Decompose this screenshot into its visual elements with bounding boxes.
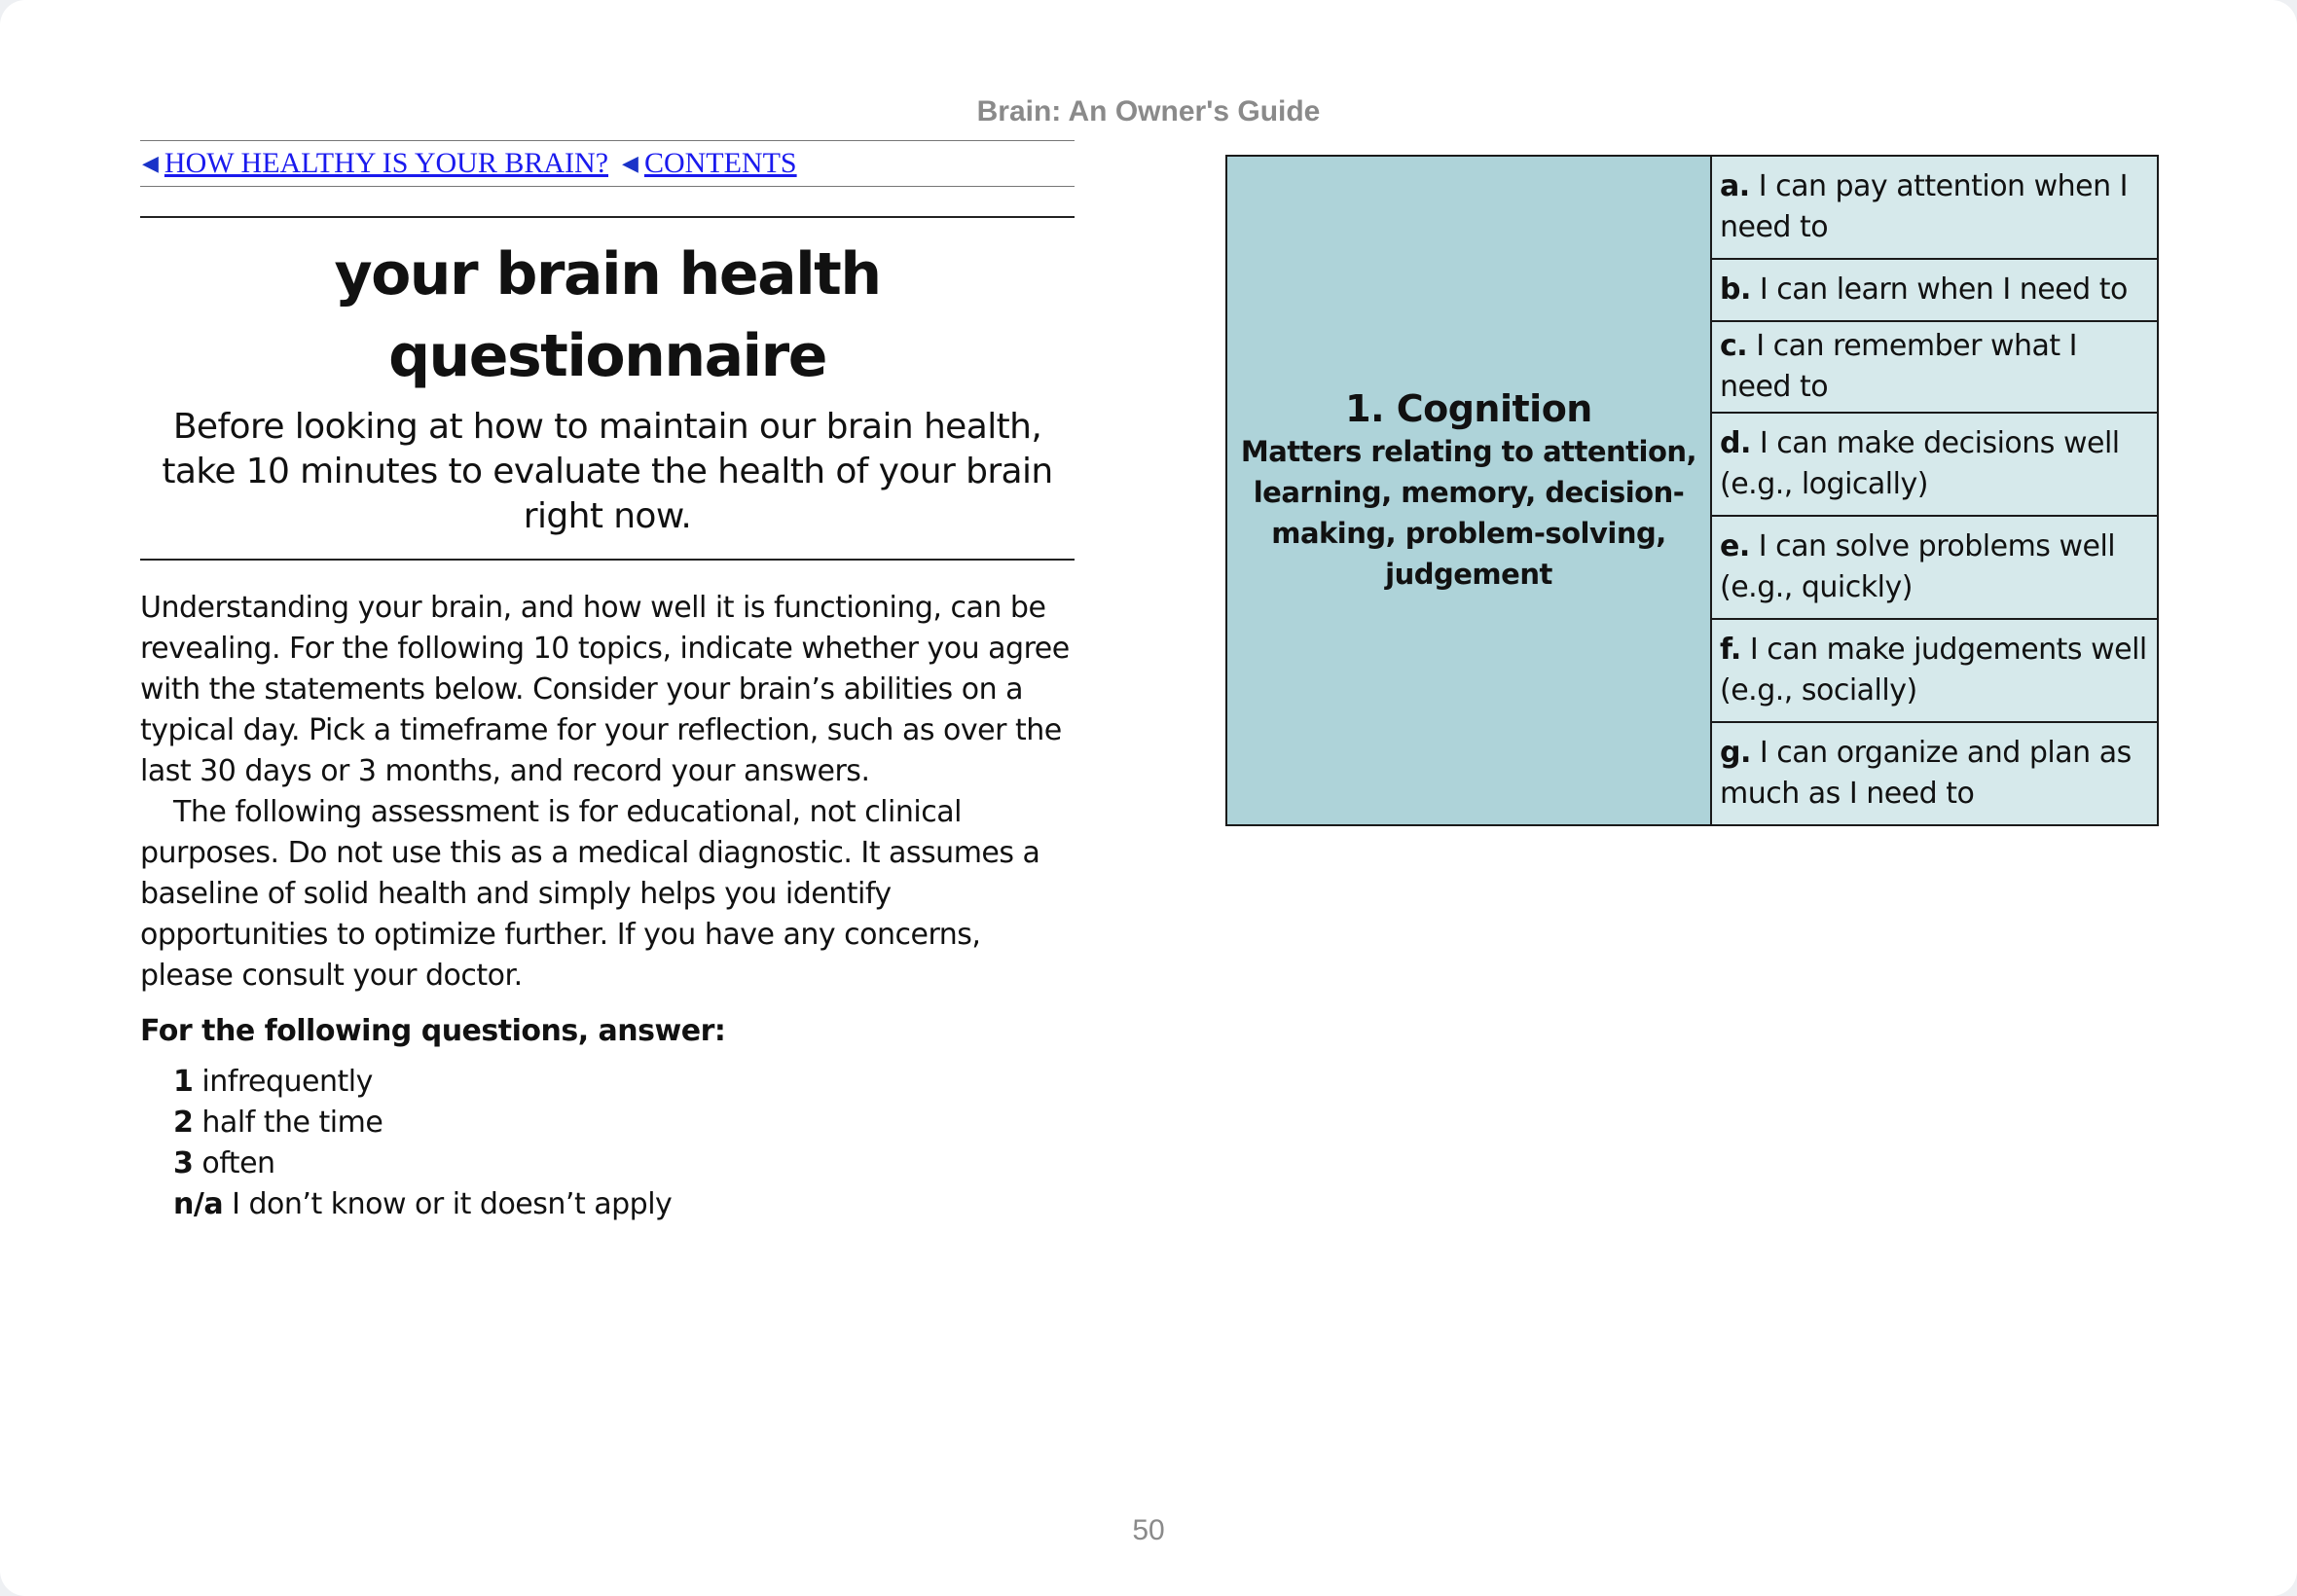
cognition-questionnaire-table — [1225, 155, 2159, 826]
statement-letter: a. — [1720, 169, 1750, 203]
table-row — [1226, 156, 2158, 259]
statement-letter: e. — [1720, 529, 1750, 563]
scale-item — [173, 1184, 1075, 1225]
scale-key: 1 — [173, 1065, 194, 1099]
scale-label: infrequently — [201, 1065, 373, 1099]
scale-key: 3 — [173, 1146, 194, 1180]
scale-key: 2 — [173, 1106, 194, 1140]
statement-letter: f. — [1720, 633, 1741, 667]
back-arrow-icon: ◀ — [142, 151, 159, 175]
statement-text: I can remember what I need to — [1720, 329, 2078, 404]
intro-paragraph: The following assessment is for educational, not clinical purposes. Do not use this as a medical diagnostic. It assumes a baseline of solid health and simply helps you identify opportunities to optimize further. If you have any concerns, please consult your doctor. — [140, 795, 1040, 993]
statement-text: I can solve problems well (e.g., quickly) — [1720, 529, 2116, 604]
book-title: Brain: An Owner's Guide — [976, 95, 1321, 127]
statement-text: I can learn when I need to — [1759, 272, 2128, 307]
topic-description: Matters relating to attention, learning, memory, decision-making, problem-solving, judgement — [1240, 435, 1697, 591]
statement-cell — [1711, 413, 2158, 516]
statement-cell — [1711, 516, 2158, 619]
topic-cell — [1226, 156, 1711, 825]
statement-text: I can organize and plan as much as I need to — [1720, 736, 2132, 811]
statement-letter: d. — [1720, 426, 1751, 460]
scale-label: often — [201, 1146, 275, 1180]
scale-item — [173, 1143, 1075, 1184]
statement-text: I can make decisions well (e.g., logically) — [1720, 426, 2120, 501]
page-number: 50 — [1132, 1514, 1165, 1546]
scale-item — [173, 1103, 1075, 1143]
statement-letter: g. — [1720, 736, 1751, 770]
scale-label: half the time — [201, 1106, 383, 1140]
statement-cell — [1711, 722, 2158, 825]
scale-label: I don’t know or it doesn’t apply — [232, 1187, 673, 1221]
divider — [140, 216, 1075, 218]
statement-letter: b. — [1720, 272, 1751, 307]
intro-text — [140, 588, 1075, 997]
page-subtitle: Before looking at how to maintain our brain health, take 10 minutes to evaluate the health of your brain right now. — [162, 407, 1053, 536]
statement-text: I can pay attention when I need to — [1720, 169, 2129, 244]
statement-cell — [1711, 259, 2158, 321]
statement-text: I can make judgements well (e.g., socially) — [1720, 633, 2147, 707]
left-column — [140, 140, 1075, 1225]
answer-instructions: For the following questions, answer: — [140, 1014, 726, 1048]
statement-cell — [1711, 619, 2158, 722]
topic-title: 1. Cognition — [1345, 387, 1592, 430]
page-title: your brain health questionnaire — [334, 240, 881, 390]
answer-scale-list — [140, 1062, 1075, 1225]
link-how-healthy[interactable]: HOW HEALTHY IS YOUR BRAIN? — [164, 147, 609, 179]
navigation-bar — [140, 140, 1075, 187]
scale-key: n/a — [173, 1187, 224, 1221]
scale-item — [173, 1062, 1075, 1103]
intro-paragraph: Understanding your brain, and how well it is functioning, can be revealing. For the following 10 topics, indicate whether you agree with the statements below. Consider your brain’s abilities on a typical day. Pick a timeframe for your reflection, such as over the last 30 days or 3 months, and record your answers. — [140, 591, 1070, 788]
link-contents[interactable]: CONTENTS — [643, 147, 797, 179]
statement-cell — [1711, 321, 2158, 413]
statement-letter: c. — [1720, 329, 1748, 363]
back-arrow-icon: ◀ — [622, 151, 638, 175]
statement-cell — [1711, 156, 2158, 259]
divider — [140, 559, 1075, 561]
